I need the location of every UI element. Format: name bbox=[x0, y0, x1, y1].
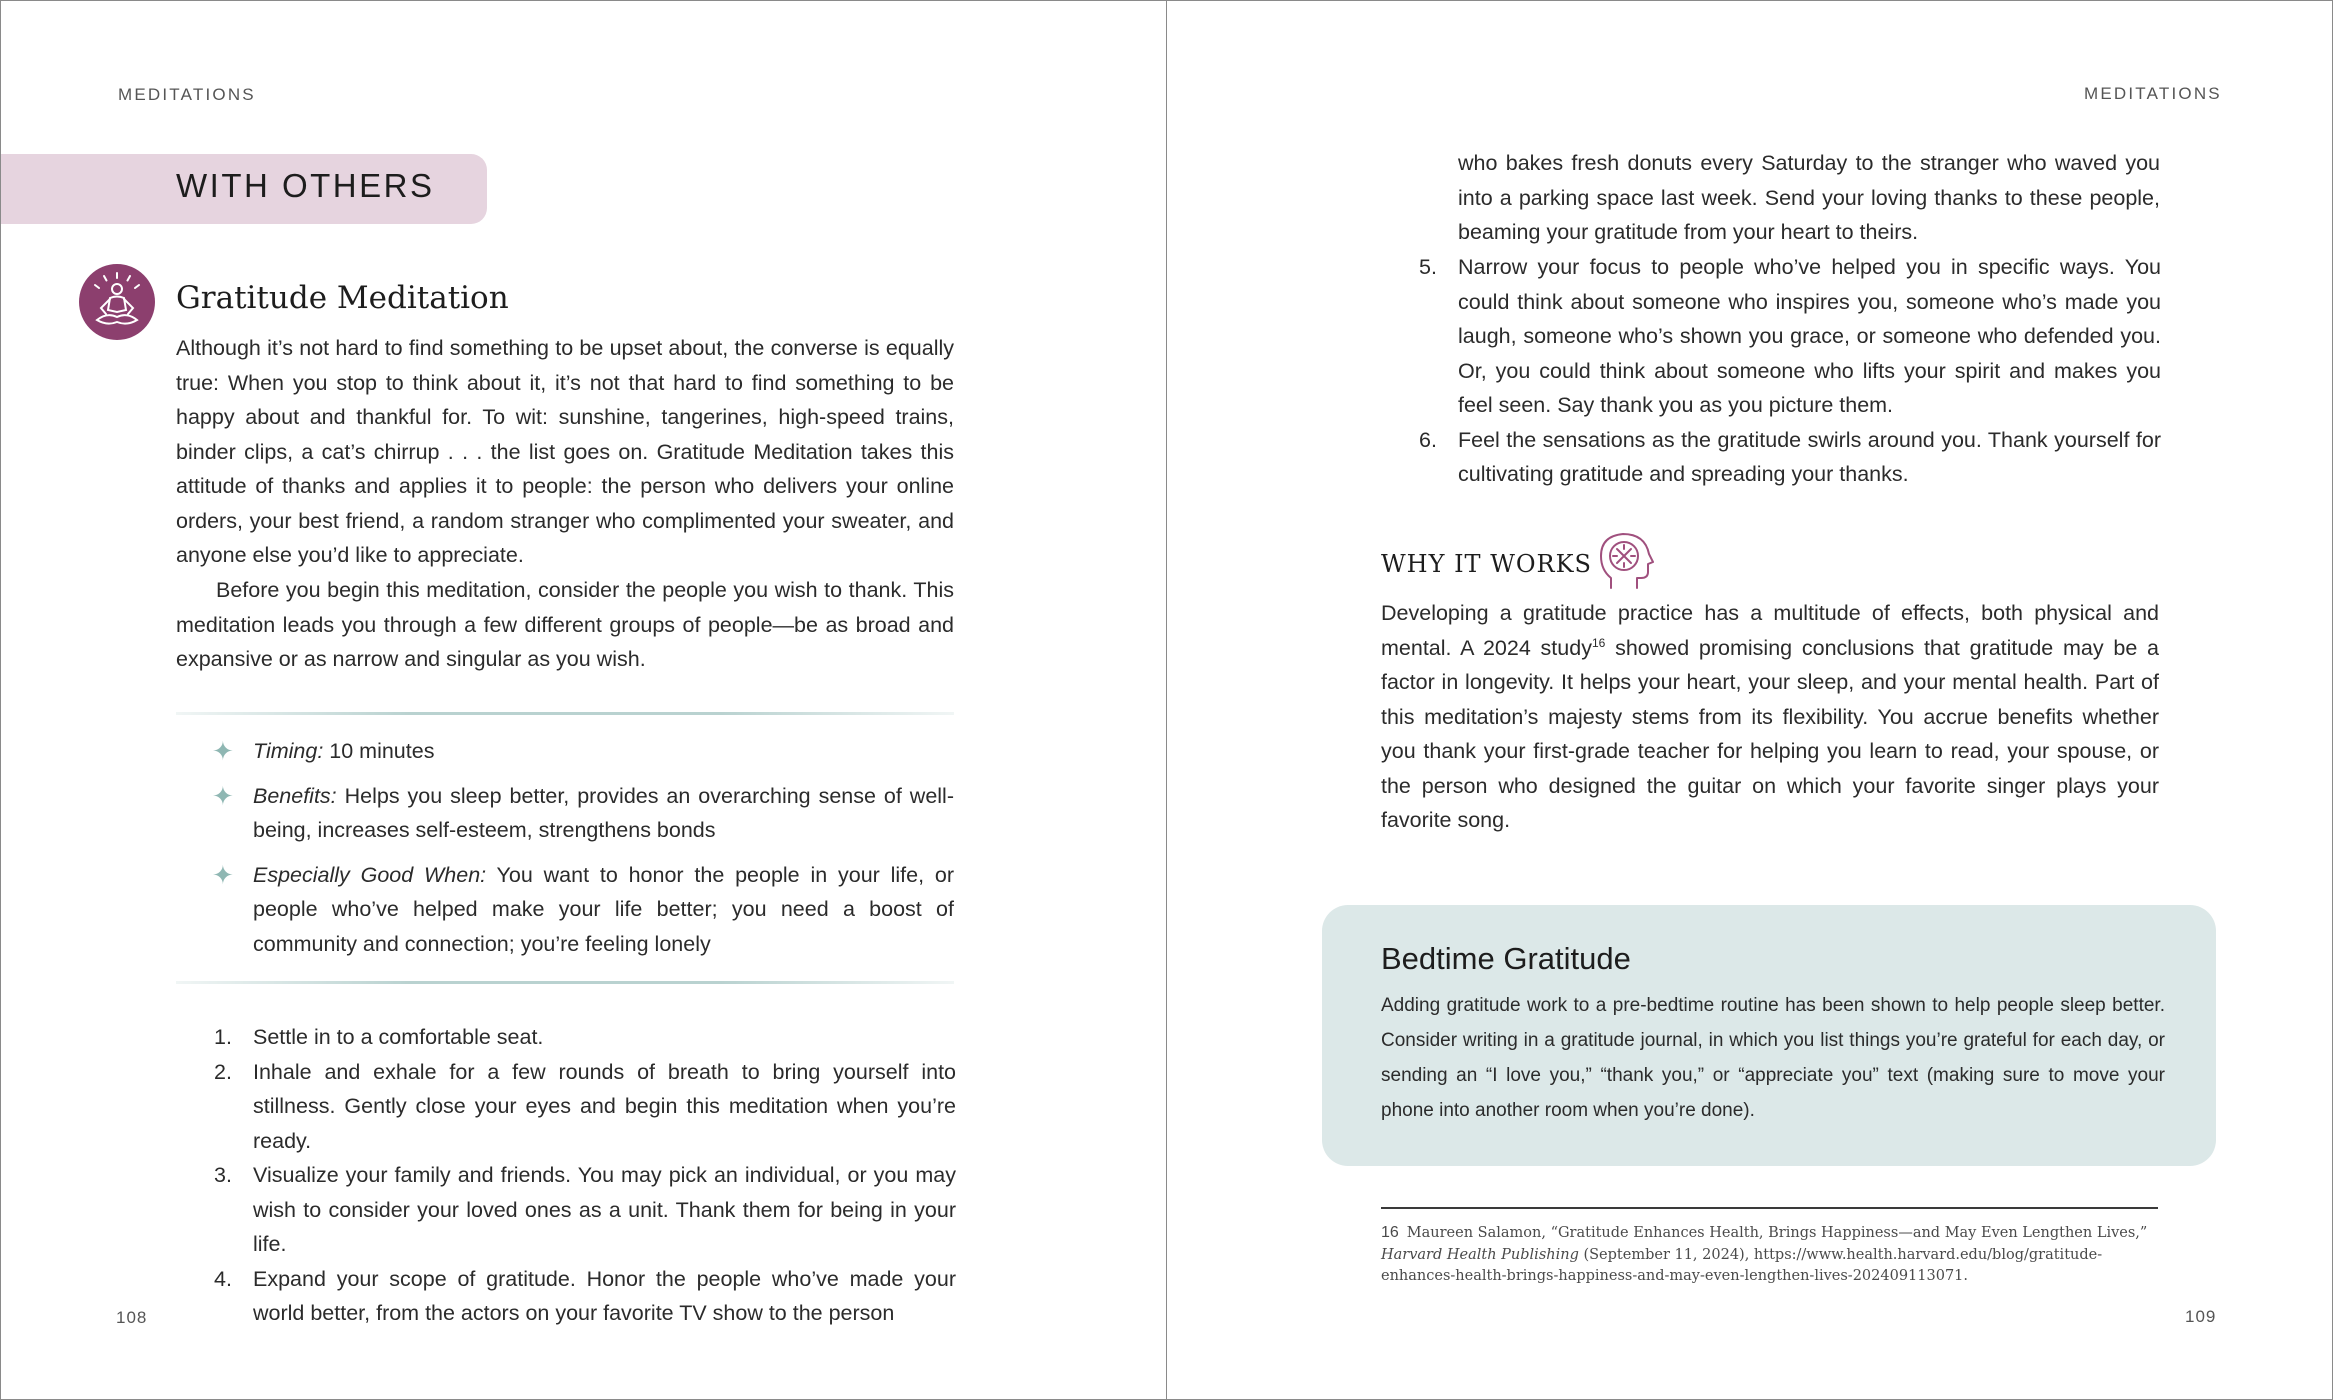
section-tab bbox=[1, 154, 487, 224]
callout-title: Bedtime Gratitude bbox=[1381, 941, 1631, 976]
footnote: 16 Maureen Salamon, “Gratitude Enhances Health, Brings Happiness—and May Even Lengthen Lives,” Harvard Health Publishing (September 11, 2024), https://www.health.harvard.edu/blog/gratitude-enhances-health-brings-happiness-and-may-even-lengthen-lives-202409113071. bbox=[1381, 1224, 2148, 1284]
callout-body: Adding gratitude work to a pre-bedtime routine has been shown to help people sleep better. Consider writing in a gratitude journal, in which you list things you’re grateful for each day, or sending an “I love you,” “thank you,” or “appreciate you” text (making sure to move your phone into another room when you’re done). bbox=[1381, 995, 2165, 1121]
details-list bbox=[176, 734, 954, 971]
running-head: MEDITATIONS bbox=[118, 85, 256, 104]
sparkle-star-icon: ✦ bbox=[212, 736, 234, 766]
intro-paragraph: Although it’s not hard to find something to be upset about, the converse is equally true: When you stop to think about it, it’s not that hard to find something to be happy about and thankful for. To wit: sunshine, tangerines, high-speed trains, binder clips, a cat’s chirrup . . . the list goes on. Gratitude Meditation takes this attitude of thanks and applies it to people: the person who delivers your online orders, your best friend, a random stranger who complimented your sweater, and anyone else you’d like to appreciate. bbox=[176, 336, 954, 567]
detail-item: ✦ Benefits: Helps you sleep better, provides an overarching sense of well-being, increases self-esteem, strengthens bonds bbox=[212, 780, 954, 842]
page-number: 109 bbox=[2185, 1307, 2217, 1326]
list-item: 4. Expand your scope of gratitude. Honor the people who’ve made your world better, from the actors on your favorite TV show to the person bbox=[214, 1266, 956, 1325]
why-it-works-heading: WHY IT WORKS bbox=[1381, 550, 1592, 578]
list-item: 6. Feel the sensations as the gratitude swirls around you. Thank yourself for cultivating gratitude and spreading your thanks. bbox=[1419, 427, 2161, 486]
detail-item: ✦ Timing: 10 minutes bbox=[212, 736, 435, 766]
section-tab-label: WITH OTHERS bbox=[176, 167, 435, 204]
list-item: 1. Settle in to a comfortable seat. bbox=[214, 1025, 544, 1049]
list-item: 3. Visualize your family and friends. You may pick an individual, or you may wish to consider your loved ones as a unit. Thank them for being in your life. bbox=[214, 1163, 956, 1256]
divider bbox=[176, 712, 954, 715]
why-it-works-text: Developing a gratitude practice has a multitude of effects, both physical and mental. A 2024 study$^{16}$ showed promising conclusions that gratitude may be a factor in longevity. It helps your heart, your sleep, and your mental health. Part of this meditation’s majesty stems from its flexibility. You accrue benefits whether you thank your first-grade teacher for helping you learn to read, your spouse, or the person who designed the guitar on which your favorite singer plays your favorite song. bbox=[1381, 601, 2159, 832]
second-paragraph: Before you begin this meditation, consider the people you wish to thank. This meditation leads you through a few different groups of people—be as broad and expansive or as narrow and singular as you wish. bbox=[176, 578, 954, 671]
steps-list bbox=[176, 1020, 956, 1331]
step-continued-text: who bakes fresh donuts every Saturday to the stranger who waved you into a parking space last week. Send your loving thanks to these people, beaming your gratitude from your heart to theirs. bbox=[1458, 151, 2160, 244]
sparkle-star-icon: ✦ bbox=[212, 780, 234, 811]
page-number: 108 bbox=[116, 1308, 148, 1327]
footnote-rule bbox=[1381, 1207, 2158, 1209]
detail-item: ✦ Especially Good When: You want to honor the people in your life, or people who’ve helped make your life better; you need a boost of community and connection; you’re feeling lonely bbox=[212, 859, 954, 956]
meditation-title: Gratitude Meditation bbox=[176, 280, 509, 316]
divider bbox=[176, 981, 954, 984]
left-page bbox=[0, 0, 1166, 1400]
footnote-reference: 16 bbox=[1591, 635, 1606, 650]
steps-list bbox=[1381, 250, 2161, 492]
list-item: 2. Inhale and exhale for a few rounds of breath to bring yourself into stillness. Gently close your eyes and begin this meditation when you’re ready. bbox=[214, 1059, 956, 1153]
list-item: 5. Narrow your focus to people who’ve helped you in specific ways. You could think about someone who inspires you, someone who’s made you laugh, someone who’s shown you grace, or someone who defended you. Or, you could think about someone who lifts your spirit and makes you feel seen. Say thank you as you picture them. bbox=[1419, 255, 2161, 417]
running-head: MEDITATIONS bbox=[2084, 84, 2222, 103]
sparkle-star-icon: ✦ bbox=[212, 859, 234, 890]
meditation-figure-icon bbox=[79, 264, 155, 340]
callout-box bbox=[1322, 905, 2216, 1166]
brain-head-icon bbox=[1597, 530, 1655, 592]
